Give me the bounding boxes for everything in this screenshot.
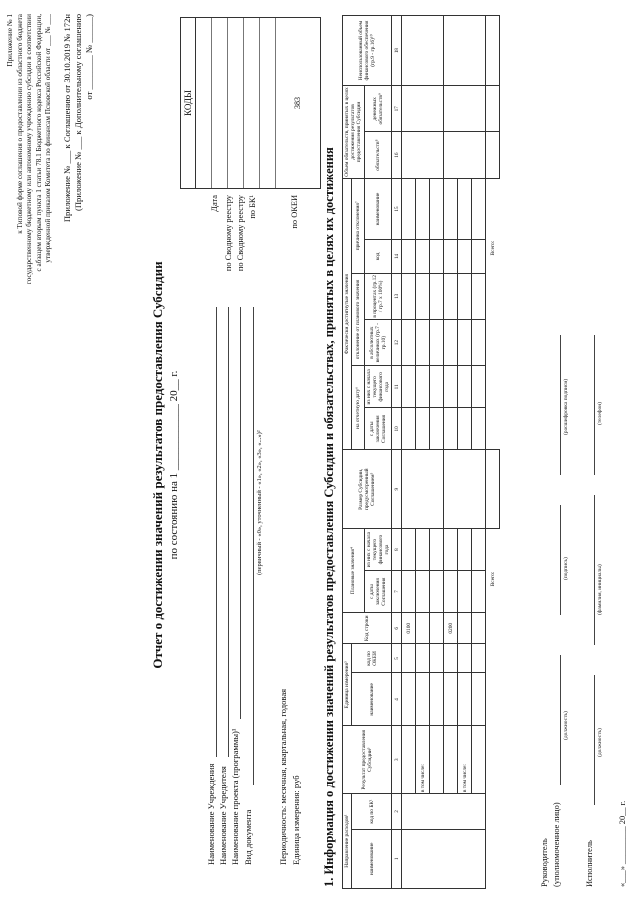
col-number: 11 — [392, 366, 402, 408]
col-number: 10 — [392, 408, 402, 450]
code-cell-registry-2[interactable] — [228, 18, 244, 188]
report-subtitle: по состоянию на 1 ____________ 20__ г. — [168, 370, 180, 560]
cell[interactable] — [402, 16, 444, 86]
cell[interactable] — [444, 571, 458, 613]
field-founder: Наименование Учредителя — [218, 766, 228, 865]
cell[interactable] — [416, 240, 430, 273]
cell[interactable] — [430, 273, 444, 319]
cell[interactable] — [430, 613, 444, 644]
cell[interactable] — [444, 726, 458, 794]
th-reason: причина отклонения⁷ — [352, 178, 364, 273]
hint-exec-fio: (фамилия, инициалы) — [597, 564, 603, 615]
row-code: 0200 — [444, 613, 458, 644]
table-row — [444, 16, 458, 889]
cell[interactable] — [444, 86, 486, 132]
cell[interactable] — [444, 408, 458, 450]
line-exec-position — [594, 675, 595, 805]
sign-head-sub: (уполномоченное лицо) — [552, 802, 561, 887]
line-exec-phone — [594, 335, 595, 475]
cell[interactable] — [444, 240, 458, 273]
cell[interactable] — [458, 366, 472, 408]
cell[interactable] — [486, 16, 500, 86]
appendix-line: утвержденной приказом Комитета по финансам Псковской области от ___ № ___ — [44, 14, 53, 263]
field-founder-line — [228, 307, 229, 757]
th-oblig-b: денежных обязательств⁹ — [364, 86, 392, 132]
col-number: 12 — [392, 320, 402, 366]
field-periodicity: Периодичность: месячная, квартальная, годовая — [278, 688, 288, 865]
codes-box — [180, 17, 321, 189]
col-number: 7 — [392, 571, 402, 613]
cell[interactable] — [472, 673, 486, 726]
th-unit: Единица измерения³ — [343, 644, 352, 726]
cell[interactable] — [430, 366, 444, 408]
th-fact-a: с даты заключения Соглашения — [364, 408, 392, 450]
cell[interactable] — [472, 529, 486, 571]
cell[interactable] — [402, 320, 416, 366]
cell[interactable] — [444, 132, 486, 178]
hint-signature: (подпись) — [563, 557, 569, 580]
field-doc-type-hint: (первичный - «0», уточненный - «1», «2», «3», «...»)² — [256, 430, 263, 575]
th-unit-code: код по ОКЕИ — [352, 644, 392, 673]
codes-label-date: Дата — [210, 195, 219, 212]
row-code: 0100 — [402, 613, 416, 644]
field-institution: Наименование Учреждения — [206, 763, 216, 865]
cell[interactable] — [444, 16, 486, 86]
cell[interactable] — [458, 644, 472, 673]
cell[interactable] — [472, 613, 486, 644]
cell[interactable] — [402, 673, 416, 726]
col-number: 8 — [392, 529, 402, 571]
th-plan: Плановые значения⁴ — [343, 529, 365, 613]
line-position — [560, 655, 561, 785]
cell[interactable] — [430, 408, 444, 450]
cell[interactable] — [402, 571, 416, 613]
cell[interactable] — [430, 644, 444, 673]
table-row-total — [486, 16, 500, 889]
cell[interactable] — [402, 240, 416, 273]
agreement-line: (Приложение № ___ к Дополнительному соглашению — [73, 14, 83, 212]
th-plan-b: из них с начала текущего финансового года — [364, 529, 392, 571]
col-number: 17 — [392, 86, 402, 132]
th-obligations: Объем обязательств, принятых в целях достижения результатов предоставления Субсидии — [344, 87, 363, 177]
th-plan-a: с даты заключения Соглашения — [364, 571, 392, 613]
cell[interactable] — [416, 408, 430, 450]
incl-label: в том числе: — [458, 726, 472, 794]
col-number: 15 — [392, 178, 402, 239]
cell[interactable] — [402, 86, 444, 132]
cell[interactable] — [444, 644, 458, 673]
cell[interactable] — [402, 829, 486, 888]
cell[interactable] — [416, 644, 430, 673]
cell[interactable] — [402, 794, 486, 830]
cell[interactable] — [444, 178, 458, 239]
total-label: Всего: — [490, 240, 497, 256]
code-cell-registry-1[interactable] — [212, 18, 228, 188]
cell[interactable] — [458, 673, 472, 726]
cell[interactable] — [430, 178, 444, 239]
table-row — [402, 16, 416, 889]
col-number: 4 — [392, 673, 402, 726]
cell[interactable] — [444, 673, 458, 726]
cell[interactable] — [486, 450, 500, 529]
col-number: 2 — [392, 794, 402, 830]
cell[interactable] — [430, 320, 444, 366]
cell[interactable] — [486, 132, 500, 178]
code-cell-okei: 383 — [293, 97, 302, 109]
cell[interactable] — [444, 366, 458, 408]
th-reason-name: наименование — [364, 178, 392, 239]
col-number: 18 — [392, 16, 402, 86]
section-title: 1. Информация о достижении значений результатов предоставления Субсидии и обязательствах, принятых в целях их достижения — [322, 147, 336, 887]
th-unused: Неиспользованный объем финансового обеспечения (гр.9 - гр.16)¹⁰ — [343, 16, 392, 86]
cell[interactable] — [444, 529, 458, 571]
cell[interactable] — [472, 726, 486, 794]
total-label: Всего: — [490, 571, 497, 587]
cell — [486, 178, 500, 239]
code-cell-empty[interactable] — [260, 18, 276, 188]
cell[interactable] — [416, 613, 430, 644]
sign-head: Руководитель — [540, 838, 549, 887]
cell[interactable] — [402, 726, 416, 794]
cell[interactable] — [472, 273, 486, 319]
agreement-line: от ________ № ______) — [84, 14, 94, 100]
sign-executor: Исполнитель — [585, 840, 594, 887]
codes-label-registry-1: по Сводному реестру — [224, 195, 233, 272]
cell[interactable] — [458, 408, 472, 450]
report-title: Отчет о достижении значений результатов предоставления Субсидии — [150, 261, 165, 669]
field-unit: Единица измерения: руб — [291, 775, 301, 865]
field-doc-type: Вид документа — [243, 809, 253, 865]
appendix-line: Приложение № 1 — [6, 14, 14, 67]
th-direction: Направление расходов¹ — [343, 794, 352, 889]
results-table — [342, 15, 500, 889]
cell[interactable] — [402, 450, 444, 529]
th-fact-b: из них с начала текущего финансового года — [364, 366, 392, 408]
cell[interactable] — [472, 178, 486, 239]
appendix-note — [6, 14, 54, 284]
cell[interactable] — [416, 366, 430, 408]
hint-position: (должность) — [563, 711, 569, 740]
appendix-line: с абзацем вторым пункта 1 статьи 78.1 Бюджетного кодекса Российской Федерации, — [34, 14, 43, 272]
field-institution-line — [216, 307, 217, 757]
cell[interactable] — [430, 529, 444, 571]
hint-exec-position: (должность) — [597, 728, 603, 757]
cell[interactable] — [416, 529, 430, 571]
th-deviation: отклонение от планового значения — [352, 273, 364, 366]
incl-label: в том числе: — [416, 726, 430, 794]
line-exec-fio — [594, 495, 595, 645]
col-number: 6 — [392, 613, 402, 644]
codes-header: КОДЫ — [181, 18, 196, 188]
cell[interactable] — [486, 86, 500, 132]
th-amount: Размер Субсидии, предусмотренный Соглашением⁵ — [343, 450, 392, 529]
cell[interactable] — [472, 571, 486, 613]
agreement-line: Приложение № ___ к Соглашению от 30.10.2019 № 172н — [62, 14, 72, 223]
codes-label-bk: по БК¹ — [248, 195, 257, 219]
col-number: 14 — [392, 240, 402, 273]
cell[interactable] — [402, 132, 444, 178]
hint-decoding: (расшифровка подписи) — [563, 378, 569, 435]
hint-exec-phone: (телефон) — [597, 401, 603, 425]
cell[interactable] — [458, 613, 472, 644]
cell[interactable] — [458, 273, 472, 319]
cell[interactable] — [444, 320, 458, 366]
cell[interactable] — [402, 529, 416, 571]
cell[interactable] — [472, 320, 486, 366]
cell[interactable] — [430, 240, 444, 273]
col-number: 1 — [392, 829, 402, 888]
cell[interactable] — [402, 408, 416, 450]
cell[interactable] — [458, 320, 472, 366]
col-number: 13 — [392, 273, 402, 319]
th-direction-name: наименование — [352, 829, 392, 888]
cell[interactable] — [416, 320, 430, 366]
cell[interactable] — [402, 366, 416, 408]
col-number: 5 — [392, 644, 402, 673]
cell[interactable] — [458, 529, 472, 571]
cell[interactable] — [430, 571, 444, 613]
th-fact: Фактически достигнутые значения — [343, 178, 352, 450]
cell[interactable] — [402, 273, 416, 319]
sign-date: «___» _________ 20__ г. — [618, 800, 627, 887]
th-direction-code: код по БК¹ — [352, 794, 392, 830]
cell[interactable] — [444, 450, 486, 529]
cell[interactable] — [472, 408, 486, 450]
col-number: 3 — [392, 726, 402, 794]
field-project-line — [240, 307, 241, 719]
line-decoding — [560, 335, 561, 475]
th-fact-date: на отчетную дату⁶ — [352, 366, 364, 450]
cell[interactable] — [402, 178, 416, 239]
th-result: Результат предоставления Субсидии³ — [343, 726, 392, 794]
th-unit-name: наименование — [352, 673, 392, 726]
appendix-line: государственному бюджетному или автономному учреждению субсидии в соответствии — [25, 14, 34, 285]
cell[interactable] — [416, 178, 430, 239]
field-project: Наименование проекта (программы)¹ — [230, 728, 240, 865]
appendix-line: к Типовой форме соглашения о предоставлении из областного бюджета — [15, 14, 24, 234]
col-number: 16 — [392, 132, 402, 178]
agreement-note — [62, 14, 95, 222]
th-oblig-a: обязательств⁸ — [364, 132, 392, 178]
cell[interactable] — [458, 571, 472, 613]
cell[interactable] — [472, 240, 486, 273]
cell[interactable] — [458, 178, 472, 239]
cell[interactable] — [472, 366, 486, 408]
cell[interactable] — [430, 673, 444, 726]
th-line-code: Код строки — [343, 613, 392, 644]
codes-label-okei: по ОКЕИ — [290, 195, 299, 229]
cell[interactable] — [472, 644, 486, 673]
cell[interactable] — [416, 673, 430, 726]
code-cell-bk[interactable] — [244, 18, 260, 188]
cell — [486, 529, 500, 571]
th-dev-pct: в процентах (гр.12 / гр.7 x 100%) — [364, 273, 392, 319]
th-dev-abs: в абсолютных величинах (гр.7 - гр.10) — [364, 320, 392, 366]
th-reason-code: код — [364, 240, 392, 273]
cell[interactable] — [430, 726, 444, 794]
cell[interactable] — [444, 273, 458, 319]
codes-label-registry-2: по Сводному реестру — [236, 195, 245, 272]
cell[interactable] — [402, 644, 416, 673]
cell[interactable] — [458, 240, 472, 273]
cell[interactable] — [416, 571, 430, 613]
col-number: 9 — [392, 450, 402, 529]
cell[interactable] — [416, 273, 430, 319]
code-cell-date[interactable] — [196, 18, 212, 188]
line-signature — [560, 505, 561, 615]
field-doc-type-line — [253, 307, 254, 785]
